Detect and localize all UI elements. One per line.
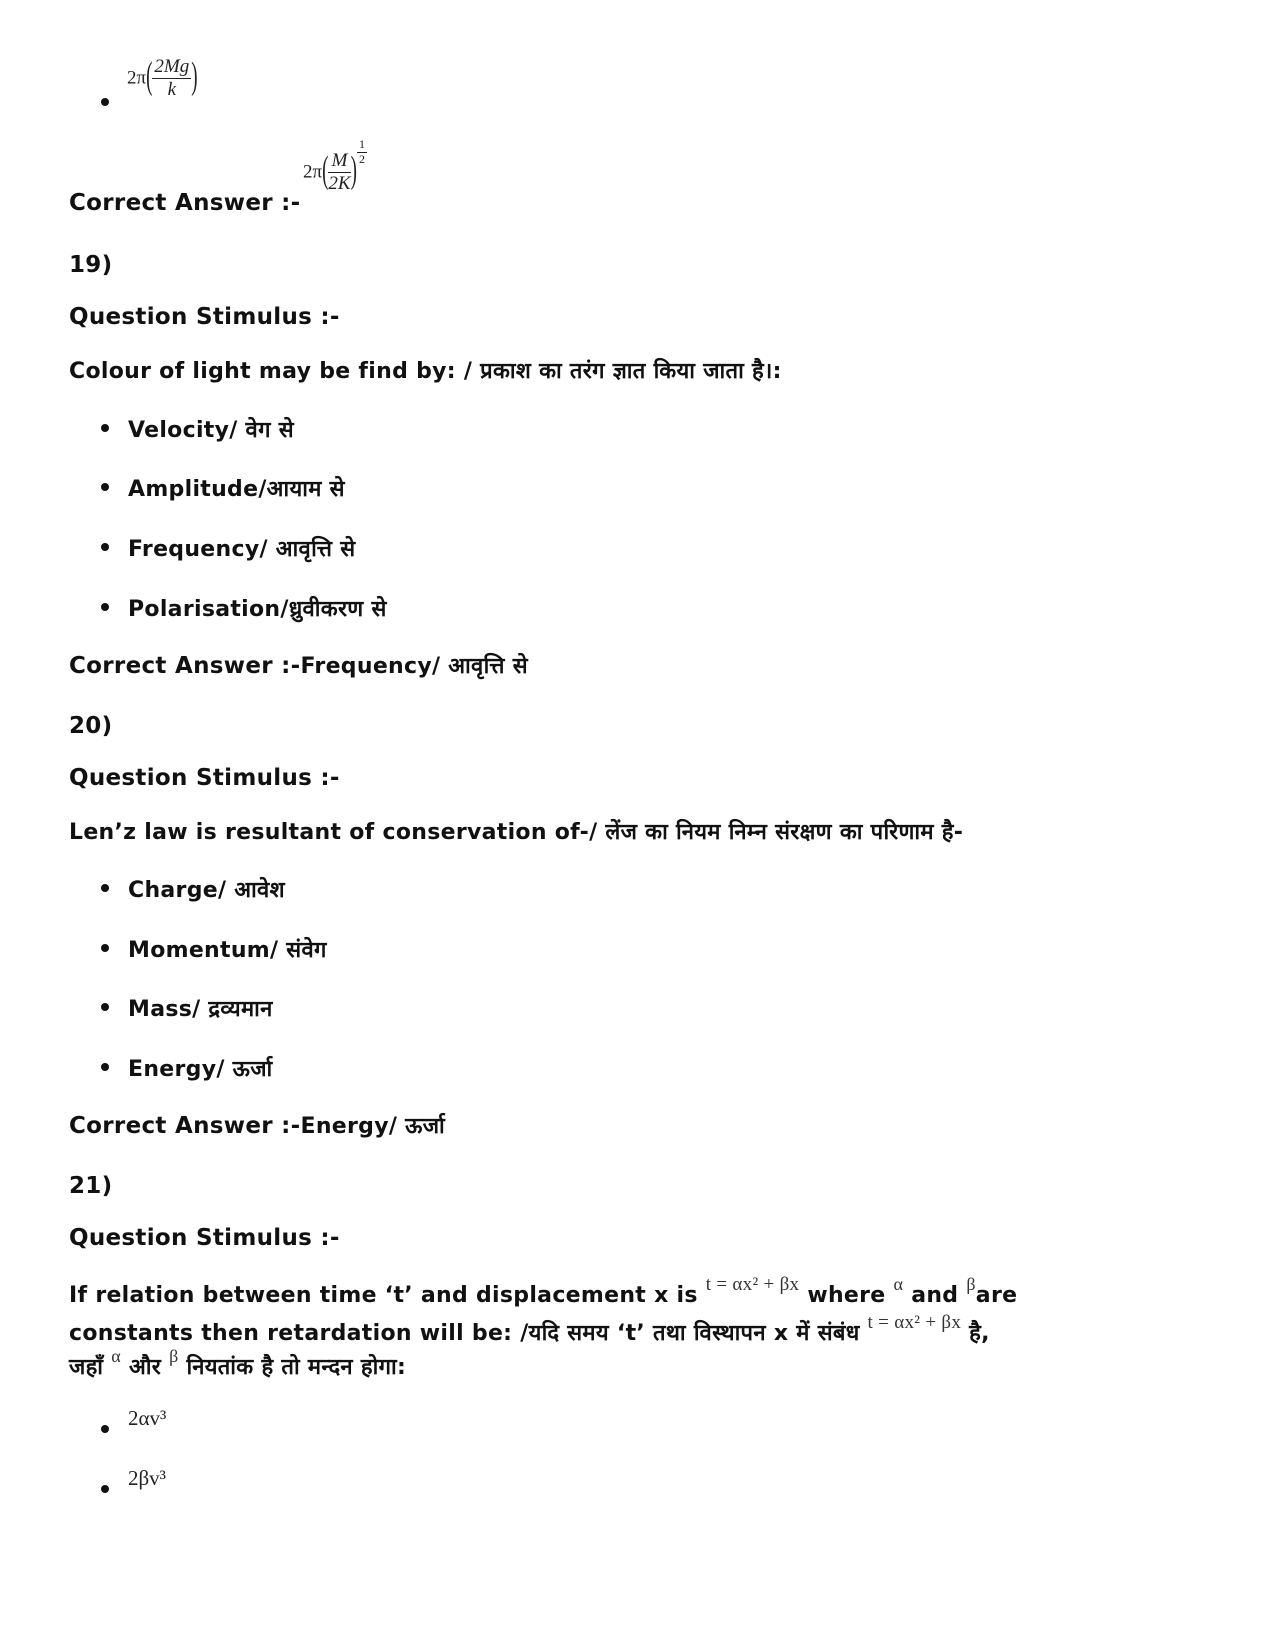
bullet [101,603,109,611]
beta-symbol: β [966,1274,976,1294]
bullet [101,543,109,551]
correct-answer [69,1110,445,1140]
option: Charge/ आवेश [128,878,285,903]
bullet [101,98,109,106]
question-text-line-1: If relation between time ‘t’ and displacement x is t = αx² + βx where $^\alpha$ and $^\beta$are [69,1274,1018,1308]
question-stimulus-label: Question Stimulus :- [69,304,340,330]
option: 2αv³ [128,1406,167,1430]
bullet [101,483,109,491]
bullet [101,944,109,952]
correct-answer-value: Frequency/ आवृत्ति से [300,654,528,679]
option: 2βv³ [128,1466,166,1490]
bullet [101,1063,109,1071]
option: Amplitude/आयाम से [128,477,345,502]
alpha-symbol: α [111,1346,122,1366]
option: Frequency/ आवृत्ति से [128,537,356,562]
q18-correct-label: Correct Answer :- [69,190,301,216]
question-number: 20) [69,713,113,739]
correct-answer-label: Correct Answer :- [69,653,301,679]
formula: t = αx² + βx [705,1274,800,1295]
bullet [101,424,109,432]
question-text-line-3: जहाँ $^\alpha$ और $^\beta$ नियतांक है तो मन्दन होगा: [69,1346,407,1380]
correct-answer-label: Correct Answer :- [69,1113,301,1139]
correct-answer [69,650,528,680]
bullet [101,1485,109,1493]
option: Mass/ द्रव्यमान [128,997,273,1022]
option: Polarisation/ध्रुवीकरण से [128,597,387,622]
question-number: 21) [69,1173,113,1199]
beta-symbol: β [169,1346,179,1366]
question-stimulus-label: Question Stimulus :- [69,765,340,791]
q18-option-d: 2π( $\frac{2Mg}{k}$ ) [127,56,198,100]
question-stimulus-label: Question Stimulus :- [69,1225,340,1251]
option: Momentum/ संवेग [128,938,327,963]
question-text-line-2: constants then retardation will be: /यदि समय ‘t’ तथा विस्थापन x में संबंध t = αx² + βx है, [69,1312,990,1346]
bullet [101,1425,109,1433]
bullet [101,884,109,892]
correct-answer-value: Energy/ ऊर्जा [300,1114,446,1139]
formula: t = αx² + βx [867,1312,962,1333]
alpha-symbol: α [893,1274,904,1294]
bullet [101,1003,109,1011]
question-text: Len’z law is resultant of conservation of-/ लेंज का नियम निम्न संरक्षण का परिणाम है- [69,820,964,845]
question-number: 19) [69,252,113,278]
option: Velocity/ वेग से [128,418,294,443]
q18-correct-answer: 2π( $\frac{M}{2K}$ ) $\frac{1}{2}$ [303,137,365,194]
option: Energy/ ऊर्जा [128,1057,273,1082]
question-text: Colour of light may be find by: / प्रकाश का तरंग ज्ञात किया जाता है।: [69,359,782,384]
